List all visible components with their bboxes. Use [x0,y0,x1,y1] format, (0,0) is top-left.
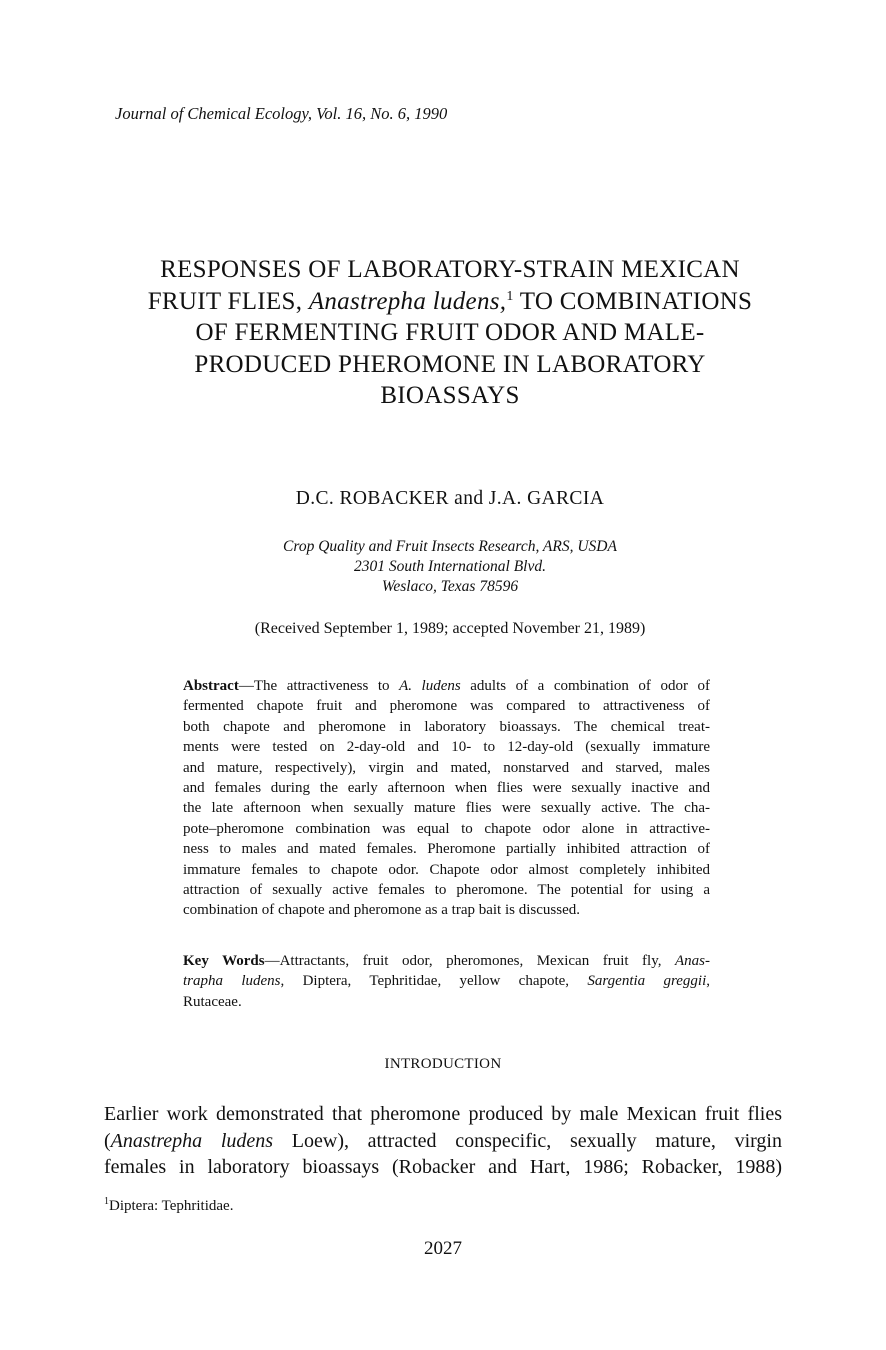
received-dates: (Received September 1, 1989; accepted November 21, 1989) [254,620,646,637]
species-name: trapha ludens [183,973,281,990]
keywords-line [183,951,710,971]
keywords-text: , Diptera, Tephritidae, yellow chapote, [280,973,588,990]
affiliation-line: Crop Quality and Fruit Insects Research, ARS, USDA [283,538,617,555]
abstract-line: ments were tested on 2-day-old and 10- to 12-day-old (sexually immature [183,739,710,756]
affiliation-line: Weslaco, Texas 78596 [381,578,519,595]
section-heading: INTRODUCTION [384,1056,502,1072]
abstract-label: Abstract [183,678,239,694]
abstract-line: combination of chapote and pheromone as a trap bait is discussed. [183,902,580,919]
affiliation-line: 2301 South International Blvd. [353,558,546,575]
footnote [104,1198,233,1215]
abstract-line [183,676,710,696]
footnote-mark: 1 [104,1196,109,1207]
abstract [183,676,710,921]
key-words [183,951,710,1012]
body-line [104,1128,782,1155]
species-name: Anastrepha ludens, [308,287,507,315]
abstract-line: fermented chapote fruit and pheromone was compared to attractiveness of [183,698,710,715]
body-text [104,1101,782,1181]
abstract-text: —The attractiveness to [238,678,400,694]
journal-citation: Journal of Chemical Ecology, Vol. 16, No. 6, 1990 [115,104,448,123]
affiliation [0,537,886,597]
footnote-text: Diptera: Tephritidae. [109,1198,234,1214]
article-title [100,254,800,412]
body-text-segment: ( [104,1129,111,1152]
abstract-line: pote–pheromone combination was equal to chapote odor alone in attractive- [183,820,710,837]
title-line-5: BIOASSAYS [380,382,520,409]
keywords-text: —Attractants, fruit odor, pheromones, Mexican fruit fly, [264,953,675,969]
footnote-mark: 1 [506,288,514,304]
title-line-1: RESPONSES OF LABORATORY-STRAIN MEXICAN [160,256,740,283]
abstract-line: ness to males and mated females. Pheromone partially inhibited attraction of [183,841,710,858]
authors: D.C. ROBACKER and J.A. GARCIA [295,488,605,509]
title-line-4: PRODUCED PHEROMONE IN LABORATORY [194,350,706,378]
species-name: Anastrepha ludens [110,1129,274,1152]
abstract-line: attraction of sexually active females to pheromone. The potential for using a [183,882,710,899]
body-text-segment: Loew), attracted conspecific, sexually mature, virgin [273,1129,782,1152]
species-name: A. ludens [399,678,461,694]
species-name: Sargentia greggii [587,973,707,990]
page-number: 2027 [424,1238,462,1259]
abstract-line: the late afternoon when sexually mature flies were sexually active. The cha- [183,800,710,817]
title-text: TO COMBINATIONS [513,287,753,315]
keywords-line: Rutaceae. [183,993,242,1010]
species-name: Anas- [674,953,710,969]
title-line-2 [100,286,800,318]
keywords-line [183,971,710,991]
body-line: Earlier work demonstrated that pheromone produced by male Mexican fruit flies [104,1103,782,1125]
keywords-text: , [706,973,711,990]
abstract-line: and females during the early afternoon when flies were sexually inactive and [183,780,710,797]
title-text: FRUIT FLIES, [147,287,309,315]
keywords-label: Key Words [183,953,265,969]
body-line: females in laboratory bioassays (Robacker and Hart, 1986; Robacker, 1988) [104,1156,782,1178]
abstract-text: adults of a combination of odor of [460,678,710,694]
title-line-3: OF FERMENTING FRUIT ODOR AND MALE- [195,319,705,346]
abstract-line: immature females to chapote odor. Chapote odor almost completely inhibited [183,861,710,878]
abstract-line: both chapote and pheromone in laboratory bioassays. The chemical treat- [183,718,710,735]
abstract-line: and mature, respectively), virgin and mated, nonstarved and starved, males [183,759,710,776]
